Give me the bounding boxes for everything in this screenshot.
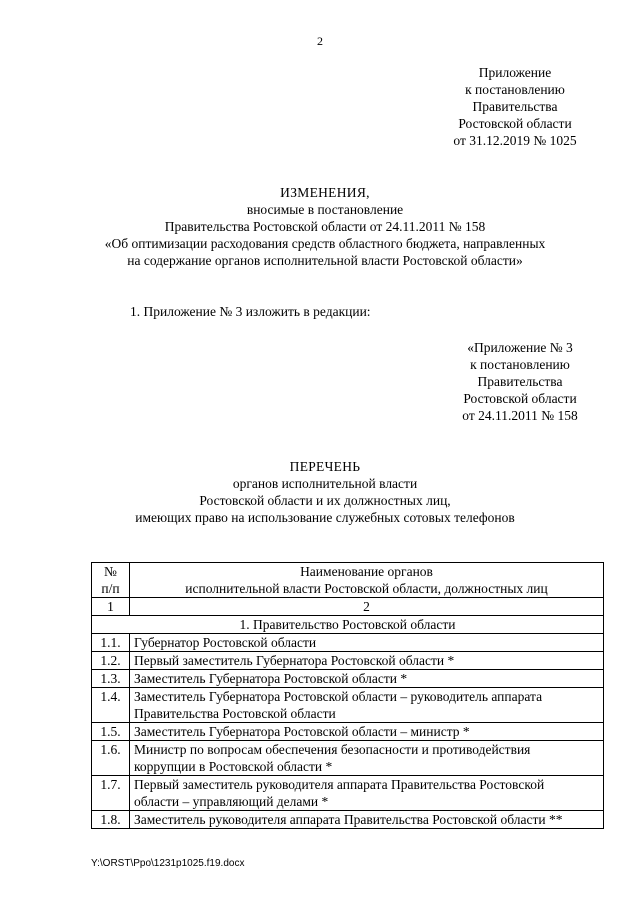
table-header-row	[92, 563, 604, 598]
attachment-3-line: «Приложение № 3	[467, 340, 573, 355]
attachment-line: Ростовской области	[458, 116, 572, 131]
row-name-line: Заместитель Губернатора Ростовской области – министр *	[134, 724, 470, 739]
row-name-line: Первый заместитель руководителя аппарата Правительства Ростовской	[134, 777, 545, 792]
row-number-cell: 1.4.	[92, 688, 130, 723]
index-cell: 2	[130, 598, 604, 616]
table-row	[92, 811, 604, 829]
attachment-line: Правительства	[472, 99, 558, 114]
row-number-cell: 1.5.	[92, 723, 130, 741]
list-heading: ПЕРЕЧЕНЬ	[289, 459, 361, 474]
row-number-cell: 1.3.	[92, 670, 130, 688]
row-name-line: Правительства Ростовской области	[134, 706, 336, 721]
row-name-line: Заместитель Губернатора Ростовской области – руководитель аппарата	[134, 689, 543, 704]
row-name-cell	[130, 741, 604, 776]
changes-line: на содержание органов исполнительной власти Ростовской области»	[127, 253, 523, 268]
row-number-cell: 1.6.	[92, 741, 130, 776]
row-name-line: Первый заместитель Губернатора Ростовской области *	[134, 653, 455, 668]
attachment-3-line: Ростовской области	[463, 391, 577, 406]
table-row	[92, 741, 604, 776]
header-name-line: Наименование органов	[300, 564, 433, 579]
changes-line: вносимые в постановление	[246, 202, 404, 217]
row-name-line: Заместитель Губернатора Ростовской области *	[134, 671, 408, 686]
row-name-line: Министр по вопросам обеспечения безопасности и противодействия	[134, 742, 531, 757]
list-title	[60, 458, 590, 526]
attachment-line: Приложение	[478, 65, 552, 80]
header-name-cell	[130, 563, 604, 598]
index-cell: 1	[92, 598, 130, 616]
officials-table	[91, 562, 604, 829]
table-row	[92, 776, 604, 811]
row-name-line: Заместитель руководителя аппарата Правительства Ростовской области **	[134, 812, 563, 827]
row-name-line: Губернатор Ростовской области	[134, 635, 317, 650]
header-num-line: п/п	[101, 581, 120, 596]
table-row	[92, 723, 604, 741]
table-row	[92, 688, 604, 723]
row-number-cell: 1.1.	[92, 634, 130, 652]
attachment-3-line: к постановлению	[470, 357, 570, 372]
footer-file-path: Y:\ORST\Ppo\1231p1025.f19.docx	[91, 858, 245, 869]
row-name-cell	[130, 723, 604, 741]
list-title-line: органов исполнительной власти	[232, 476, 418, 491]
row-name-line: коррупции в Ростовской области *	[134, 759, 333, 774]
header-name-line: исполнительной власти Ростовской области, должностных лиц	[185, 581, 548, 596]
paragraph-1: 1. Приложение № 3 изложить в редакции:	[130, 304, 371, 319]
row-name-cell	[130, 634, 604, 652]
table-section-row	[92, 616, 604, 634]
changes-line: «Об оптимизации расходования средств областного бюджета, направленных	[104, 236, 546, 251]
list-title-line: Ростовской области и их должностных лиц,	[199, 493, 451, 508]
changes-heading: ИЗМЕНЕНИЯ,	[280, 185, 370, 200]
attachment-3-line: Правительства	[477, 374, 563, 389]
table-index-row	[92, 598, 604, 616]
attachment-line: к постановлению	[465, 82, 565, 97]
row-number-cell: 1.2.	[92, 652, 130, 670]
changes-title	[60, 184, 590, 269]
row-name-cell	[130, 652, 604, 670]
row-name-line: области – управляющий делами *	[134, 794, 329, 809]
attachment-line: от 31.12.2019 № 1025	[453, 133, 577, 148]
attachment-3-line: от 24.11.2011 № 158	[462, 408, 578, 423]
row-number-cell: 1.7.	[92, 776, 130, 811]
attachment-3-block	[440, 339, 600, 424]
row-number-cell: 1.8.	[92, 811, 130, 829]
section-cell: 1. Правительство Ростовской области	[92, 616, 604, 634]
attachment-block	[430, 64, 600, 149]
header-num-line: №	[104, 564, 117, 579]
row-name-cell	[130, 670, 604, 688]
table-row	[92, 670, 604, 688]
row-name-cell	[130, 688, 604, 723]
table-row	[92, 652, 604, 670]
page-number: 2	[317, 34, 323, 48]
row-name-cell	[130, 776, 604, 811]
row-name-cell	[130, 811, 604, 829]
header-num-cell	[92, 563, 130, 598]
table-row	[92, 634, 604, 652]
list-title-line: имеющих право на использование служебных сотовых телефонов	[135, 510, 515, 525]
changes-line: Правительства Ростовской области от 24.11.2011 № 158	[164, 219, 486, 234]
